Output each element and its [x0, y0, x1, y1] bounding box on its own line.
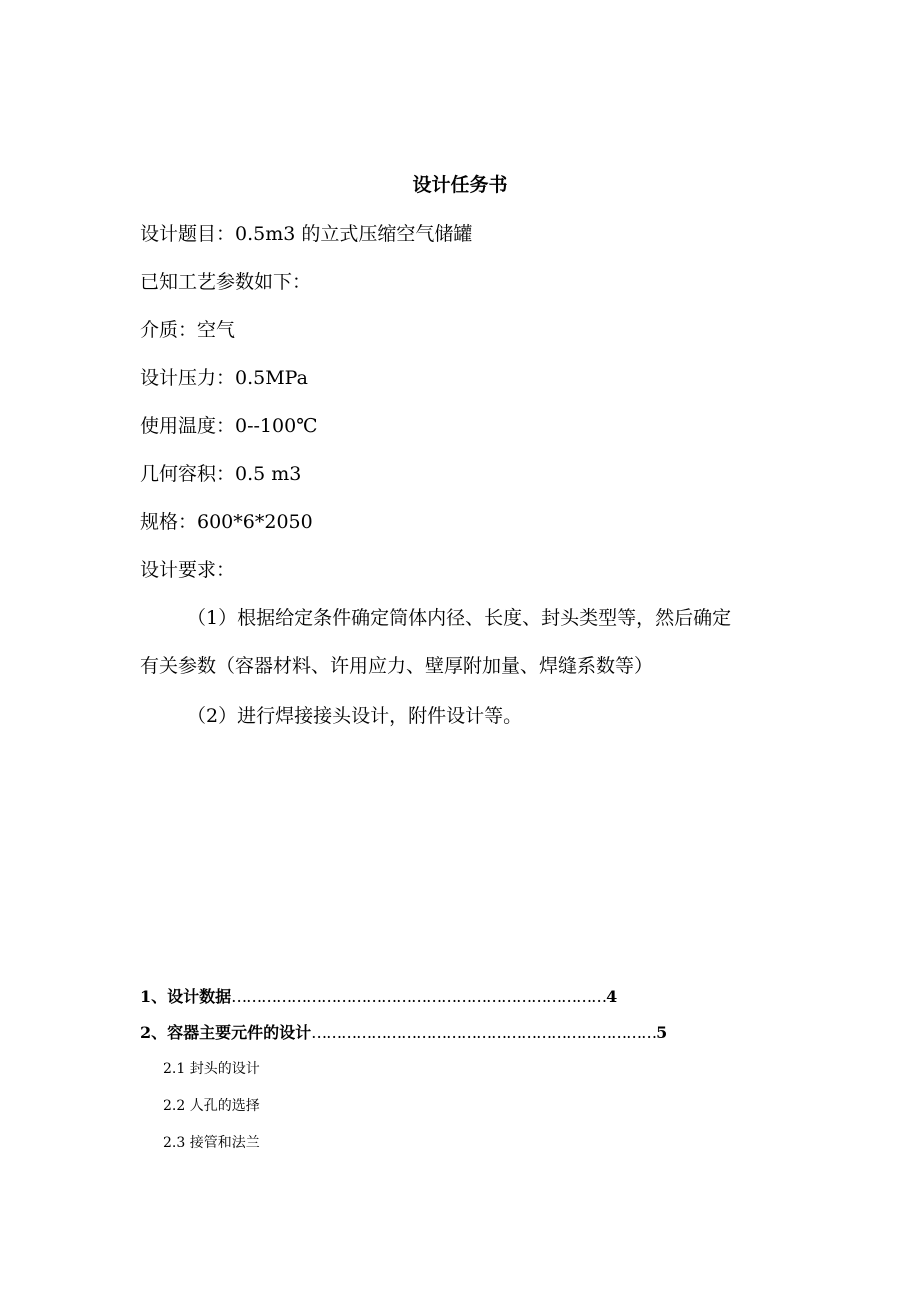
- toc-item-design-data: [140, 986, 740, 1008]
- requirement-2: （2）进行焊接接头设计，附件设计等。: [187, 705, 523, 727]
- toc-leader-dots: ……………………………………………………………: [311, 1023, 657, 1042]
- document-title: 设计任务书: [412, 174, 508, 196]
- design-pressure-line: 设计压力：0.5MPa: [140, 367, 308, 389]
- requirements-heading: 设计要求：: [140, 559, 236, 581]
- design-topic: 设计题目：0.5m3 的立式压缩空气储罐: [140, 223, 473, 245]
- requirement-1-line-2: 有关参数（容器材料、许用应力、壁厚附加量、焊缝系数等）: [140, 655, 654, 677]
- toc-sub-item-nozzles-flanges: 2.3 接管和法兰: [163, 1135, 260, 1151]
- toc-leader-dots: …………………………………………………………………: [231, 987, 607, 1006]
- spec-line: 规格：600*6*2050: [140, 511, 313, 533]
- volume-line: 几何容积：0.5 m3: [140, 463, 302, 485]
- toc-item-label: 2、容器主要元件的设计: [140, 1023, 312, 1042]
- requirement-1-line-1: （1）根据给定条件确定筒体内径、长度、封头类型等，然后确定: [187, 607, 732, 629]
- toc-page-number: 4: [606, 987, 618, 1006]
- temperature-line: 使用温度：0--100℃: [140, 415, 318, 437]
- toc-item-label: 1、设计数据: [140, 987, 232, 1006]
- toc-sub-item-head-design: 2.1 封头的设计: [163, 1061, 260, 1077]
- toc-sub-item-manhole: 2.2 人孔的选择: [163, 1098, 260, 1114]
- medium-line: 介质：空气: [140, 319, 236, 341]
- known-params-heading: 已知工艺参数如下：: [140, 271, 312, 293]
- toc-item-main-components: [140, 1022, 740, 1044]
- toc-page-number: 5: [656, 1023, 668, 1042]
